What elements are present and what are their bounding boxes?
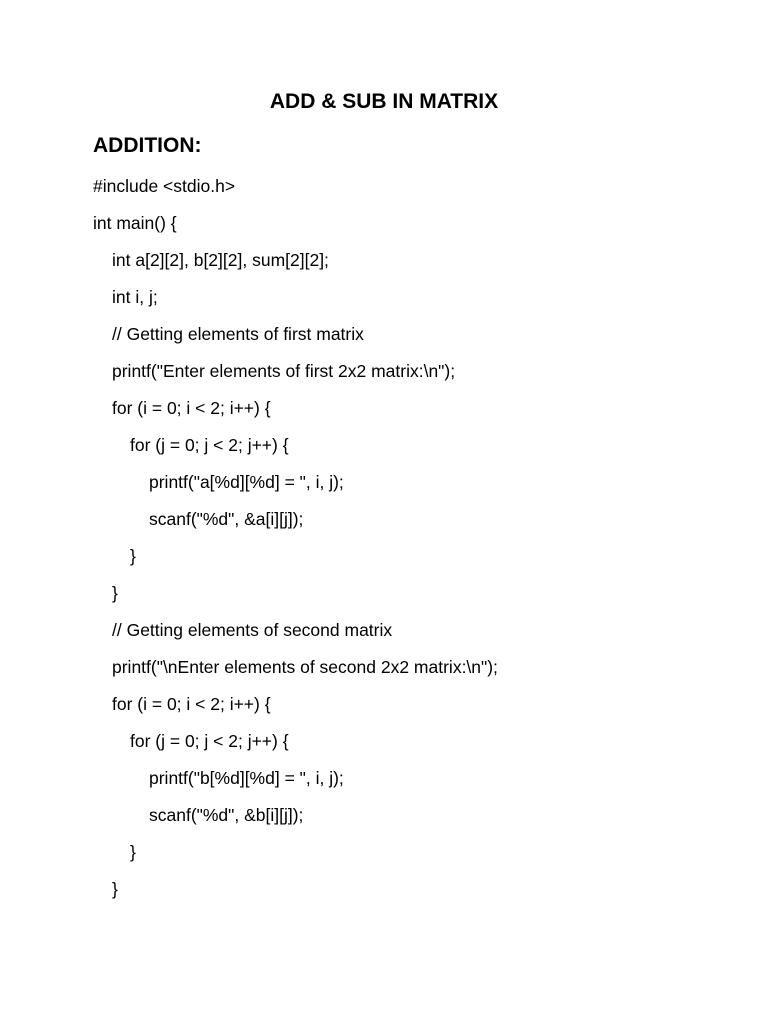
code-line: scanf("%d", &b[i][j]); [149,805,304,825]
document-title: ADD & SUB IN MATRIX [269,90,499,113]
code-line: printf("\nEnter elements of second 2x2 matrix:\n"); [112,657,498,677]
code-line: for (j = 0; j < 2; j++) { [130,731,289,751]
code-comment: // Getting elements of first matrix [112,324,364,344]
code-line: printf("b[%d][%d] = ", i, j); [149,768,344,788]
code-line: printf("Enter elements of first 2x2 matrix:\n"); [112,361,456,381]
code-line: } [112,879,118,899]
code-block [93,173,733,913]
code-line: printf("a[%d][%d] = ", i, j); [149,472,344,492]
code-line: int a[2][2], b[2][2], sum[2][2]; [112,250,329,270]
code-line: for (i = 0; i < 2; i++) { [112,398,271,418]
section-heading-addition: ADDITION: [93,134,202,157]
code-line: } [130,842,136,862]
code-line: int i, j; [112,287,158,307]
code-line: for (i = 0; i < 2; i++) { [112,694,271,714]
code-line: } [130,546,136,566]
code-comment: // Getting elements of second matrix [112,620,393,640]
code-line: scanf("%d", &a[i][j]); [149,509,304,529]
code-line: int main() { [93,213,177,233]
code-line: #include <stdio.h> [93,176,236,196]
code-line: } [112,583,118,603]
code-line: for (j = 0; j < 2; j++) { [130,435,289,455]
